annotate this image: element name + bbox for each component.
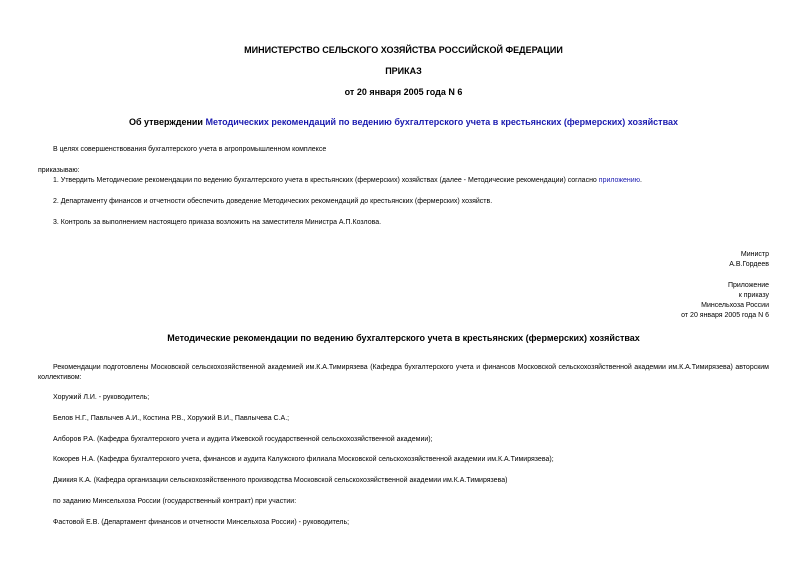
order-title-prefix: Об утверждении: [128, 117, 206, 127]
participant-line: Фастовой Е.В. (Департамент финансов и отчетности Минсельхоза России) - руководитель;: [53, 519, 350, 526]
order-title-link[interactable]: Методических рекомендаций по ведению бухгалтерского учета в крестьянских (фермерских) хозяйствах: [205, 117, 679, 127]
order-date: от 20 января 2005 года N 6: [344, 87, 463, 97]
appendix-line-4: от 20 января 2005 года N 6: [681, 312, 769, 319]
appendix-line-3: Минсельхоза России: [701, 302, 769, 309]
intro-paragraph: В целях совершенствования бухгалтерского учета в агропромышленном комплексе: [53, 146, 327, 153]
orders-word: приказываю:: [38, 167, 80, 174]
order-item-2: 2. Департаменту финансов и отчетности обеспечить доведение Методических рекомендаций до крестьянских (фермерских) хозяйств.: [53, 198, 493, 205]
order-item-1-end: .: [639, 177, 642, 184]
signature-name: А.В.Гордеев: [729, 261, 769, 268]
commission-line: по заданию Минсельхоза России (государственный контракт) при участии:: [53, 498, 297, 505]
order-item-1-text: 1. Утвердить Методические рекомендации по ведению бухгалтерского учета в крестьянских (фермерских) хозяйствах (далее - Методические рекомендации) согласно: [53, 177, 599, 184]
section-title: Методические рекомендации по ведению бухгалтерского учета в крестьянских (фермерских) хозяйствах: [167, 333, 640, 343]
author-3: Алборов Р.А. (Кафедра бухгалтерского учета и аудита Ижевской государственной сельскохозяйственной академии);: [53, 436, 433, 443]
ministry-heading: МИНИСТЕРСТВО СЕЛЬСКОГО ХОЗЯЙСТВА РОССИЙСКОЙ ФЕДЕРАЦИИ: [244, 45, 563, 55]
author-5: Джикия К.А. (Кафедра организации сельскохозяйственного производства Московской сельскохозяйственной академии им.К.А.Тимирязева): [53, 477, 508, 484]
order-item-3: 3. Контроль за выполнением настоящего приказа возложить на заместителя Министра А.П.Козлова.: [53, 219, 382, 226]
order-item-1: [53, 177, 642, 184]
order-title: [0, 117, 807, 127]
appendix-link[interactable]: приложению: [598, 177, 640, 184]
signature-role: Министр: [740, 251, 769, 258]
author-2: Белов Н.Г., Павлычев А.И., Костина Р.В., Хоружий В.И., Павлычева С.А.;: [53, 415, 290, 422]
doc-type: ПРИКАЗ: [385, 66, 422, 76]
section-paragraph: Рекомендации подготовлены Московской сельскохозяйственной академией им.К.А.Тимирязева (Кафедра бухгалтерского учета и финансов Московской сельскохозяйственной академии им.К.А.Тимирязева) авторским коллективом:: [38, 364, 769, 381]
appendix-line-2: к приказу: [738, 292, 769, 299]
appendix-line-1: Приложение: [727, 282, 769, 289]
author-1: Хоружий Л.И. - руководитель;: [53, 394, 150, 401]
author-4: Кокорев Н.А. (Кафедра бухгалтерского учета, финансов и аудита Калужского филиала Московской сельскохозяйственной академии им.К.А.Тимирязева);: [53, 456, 554, 463]
